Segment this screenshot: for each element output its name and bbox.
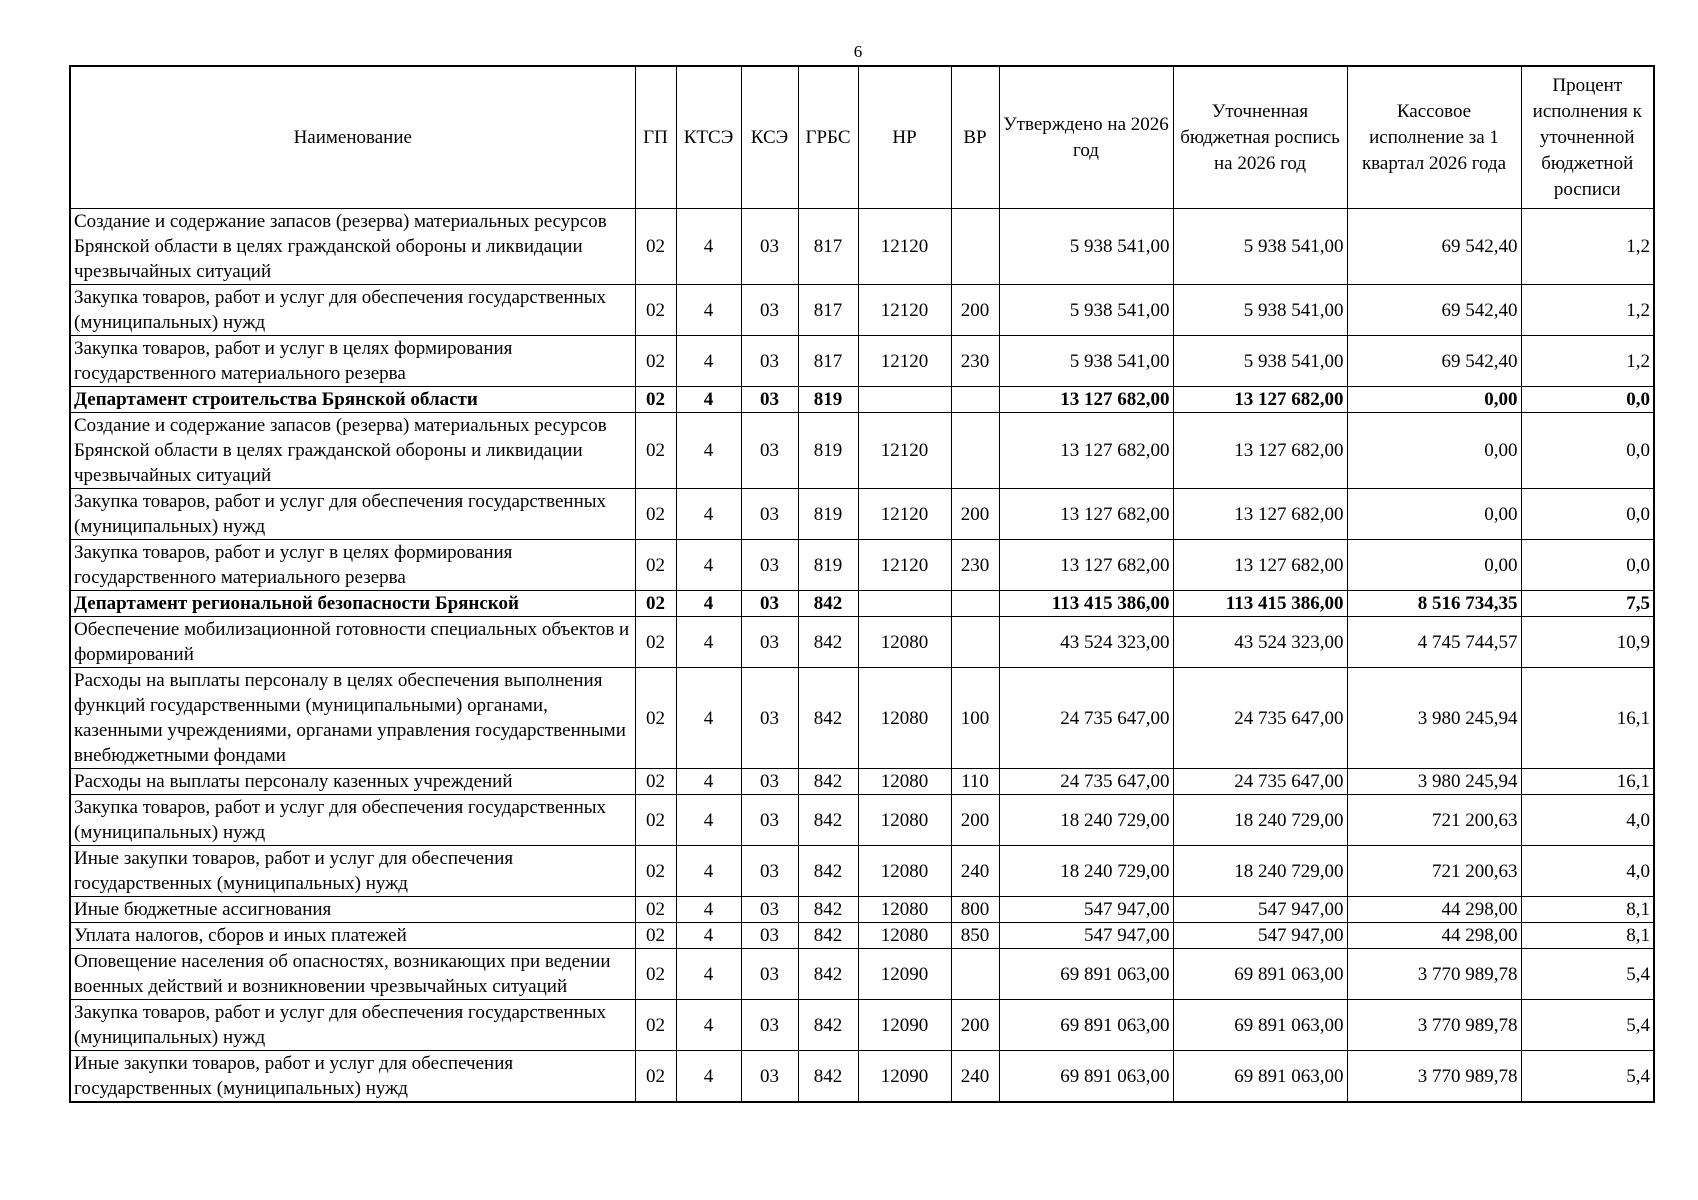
cell-kse: 03: [741, 846, 798, 897]
table-row: [70, 591, 1654, 617]
header-vr: ВР: [951, 66, 999, 209]
cell-name: Уплата налогов, сборов и иных платежей: [70, 923, 635, 949]
cell-nr: 12080: [858, 617, 951, 668]
cell-vr: [951, 387, 999, 413]
cell-ktse: 4: [676, 591, 741, 617]
cell-grbs: 842: [798, 591, 858, 617]
cell-executed: 69 542,40: [1347, 336, 1521, 387]
cell-approved: 13 127 682,00: [999, 387, 1173, 413]
header-percent: Процент исполнения к уточненной бюджетной росписи: [1521, 66, 1654, 209]
cell-approved: 43 524 323,00: [999, 617, 1173, 668]
cell-name: Расходы на выплаты персоналу в целях обеспечения выполнения функций государственными (муниципальными) органами, казенными учреждениями, органами управления государственными внебюджетными фондами: [70, 668, 635, 769]
cell-nr: 12090: [858, 1000, 951, 1051]
cell-percent: 5,4: [1521, 1000, 1654, 1051]
cell-gp: 02: [635, 795, 676, 846]
cell-gp: 02: [635, 897, 676, 923]
table-row: [70, 387, 1654, 413]
cell-name: Обеспечение мобилизационной готовности специальных объектов и формирований: [70, 617, 635, 668]
cell-approved: 18 240 729,00: [999, 846, 1173, 897]
cell-kse: 03: [741, 387, 798, 413]
cell-executed: 721 200,63: [1347, 846, 1521, 897]
cell-kse: 03: [741, 617, 798, 668]
cell-refined: 5 938 541,00: [1173, 285, 1347, 336]
cell-approved: 113 415 386,00: [999, 591, 1173, 617]
cell-approved: 5 938 541,00: [999, 285, 1173, 336]
cell-refined: 24 735 647,00: [1173, 769, 1347, 795]
cell-nr: 12080: [858, 769, 951, 795]
cell-kse: 03: [741, 949, 798, 1000]
cell-gp: 02: [635, 949, 676, 1000]
cell-nr: 12090: [858, 949, 951, 1000]
cell-ktse: 4: [676, 795, 741, 846]
cell-vr: 100: [951, 668, 999, 769]
cell-executed: 44 298,00: [1347, 923, 1521, 949]
cell-refined: 547 947,00: [1173, 923, 1347, 949]
cell-percent: 4,0: [1521, 846, 1654, 897]
cell-grbs: 842: [798, 1051, 858, 1103]
cell-kse: 03: [741, 413, 798, 489]
cell-vr: [951, 209, 999, 285]
cell-executed: 3 770 989,78: [1347, 1051, 1521, 1103]
cell-vr: 240: [951, 846, 999, 897]
cell-grbs: 842: [798, 795, 858, 846]
cell-ktse: 4: [676, 540, 741, 591]
cell-executed: 69 542,40: [1347, 285, 1521, 336]
table-row: [70, 923, 1654, 949]
cell-name: Закупка товаров, работ и услуг в целях формирования государственного материального резерва: [70, 540, 635, 591]
cell-gp: 02: [635, 923, 676, 949]
cell-percent: 1,2: [1521, 209, 1654, 285]
cell-grbs: 819: [798, 387, 858, 413]
cell-approved: 5 938 541,00: [999, 336, 1173, 387]
cell-executed: 0,00: [1347, 540, 1521, 591]
cell-gp: 02: [635, 489, 676, 540]
cell-kse: 03: [741, 1051, 798, 1103]
table-row: [70, 285, 1654, 336]
cell-percent: 4,0: [1521, 795, 1654, 846]
cell-approved: 24 735 647,00: [999, 769, 1173, 795]
cell-refined: 43 524 323,00: [1173, 617, 1347, 668]
cell-nr: 12120: [858, 489, 951, 540]
cell-refined: 13 127 682,00: [1173, 489, 1347, 540]
header-approved: Утверждено на 2026 год: [999, 66, 1173, 209]
header-row: [70, 66, 1654, 209]
cell-kse: 03: [741, 1000, 798, 1051]
cell-percent: 16,1: [1521, 769, 1654, 795]
cell-percent: 8,1: [1521, 923, 1654, 949]
cell-refined: 5 938 541,00: [1173, 336, 1347, 387]
cell-approved: 69 891 063,00: [999, 949, 1173, 1000]
table-row: [70, 1000, 1654, 1051]
cell-gp: 02: [635, 336, 676, 387]
cell-grbs: 842: [798, 949, 858, 1000]
cell-name: Закупка товаров, работ и услуг для обеспечения государственных (муниципальных) нужд: [70, 1000, 635, 1051]
cell-name: Закупка товаров, работ и услуг для обеспечения государственных (муниципальных) нужд: [70, 285, 635, 336]
cell-refined: 69 891 063,00: [1173, 949, 1347, 1000]
cell-ktse: 4: [676, 413, 741, 489]
cell-approved: 5 938 541,00: [999, 209, 1173, 285]
cell-nr: [858, 387, 951, 413]
cell-gp: 02: [635, 387, 676, 413]
cell-percent: 10,9: [1521, 617, 1654, 668]
cell-nr: 12080: [858, 923, 951, 949]
cell-executed: 0,00: [1347, 413, 1521, 489]
cell-executed: 3 980 245,94: [1347, 769, 1521, 795]
cell-executed: 0,00: [1347, 387, 1521, 413]
cell-vr: 850: [951, 923, 999, 949]
cell-kse: 03: [741, 209, 798, 285]
cell-vr: 800: [951, 897, 999, 923]
cell-ktse: 4: [676, 769, 741, 795]
header-nr: НР: [858, 66, 951, 209]
cell-nr: 12120: [858, 209, 951, 285]
cell-vr: 110: [951, 769, 999, 795]
cell-name: Иные закупки товаров, работ и услуг для обеспечения государственных (муниципальных) нужд: [70, 1051, 635, 1103]
cell-grbs: 842: [798, 897, 858, 923]
cell-percent: 5,4: [1521, 949, 1654, 1000]
cell-gp: 02: [635, 1051, 676, 1103]
cell-name: Создание и содержание запасов (резерва) материальных ресурсов Брянской области в целях гражданской обороны и ликвидации чрезвычайных ситуаций: [70, 413, 635, 489]
cell-grbs: 842: [798, 617, 858, 668]
cell-nr: 12080: [858, 897, 951, 923]
table-row: [70, 769, 1654, 795]
cell-nr: 12120: [858, 285, 951, 336]
cell-ktse: 4: [676, 489, 741, 540]
header-name: Наименование: [70, 66, 635, 209]
cell-approved: 69 891 063,00: [999, 1000, 1173, 1051]
cell-nr: [858, 591, 951, 617]
cell-executed: 8 516 734,35: [1347, 591, 1521, 617]
cell-nr: 12080: [858, 846, 951, 897]
cell-ktse: 4: [676, 285, 741, 336]
cell-gp: 02: [635, 591, 676, 617]
cell-refined: 69 891 063,00: [1173, 1000, 1347, 1051]
cell-approved: 13 127 682,00: [999, 489, 1173, 540]
cell-refined: 13 127 682,00: [1173, 540, 1347, 591]
cell-gp: 02: [635, 769, 676, 795]
cell-approved: 547 947,00: [999, 897, 1173, 923]
table-header: [70, 66, 1654, 209]
cell-executed: 3 770 989,78: [1347, 1000, 1521, 1051]
cell-approved: 13 127 682,00: [999, 413, 1173, 489]
cell-refined: 547 947,00: [1173, 897, 1347, 923]
cell-approved: 13 127 682,00: [999, 540, 1173, 591]
cell-kse: 03: [741, 336, 798, 387]
cell-vr: [951, 949, 999, 1000]
cell-name: Департамент региональной безопасности Брянской: [70, 591, 635, 617]
cell-percent: 0,0: [1521, 413, 1654, 489]
table-row: [70, 413, 1654, 489]
cell-gp: 02: [635, 1000, 676, 1051]
cell-kse: 03: [741, 897, 798, 923]
cell-grbs: 842: [798, 1000, 858, 1051]
cell-approved: 18 240 729,00: [999, 795, 1173, 846]
cell-kse: 03: [741, 923, 798, 949]
cell-ktse: 4: [676, 209, 741, 285]
cell-grbs: 842: [798, 668, 858, 769]
cell-refined: 13 127 682,00: [1173, 387, 1347, 413]
cell-vr: [951, 591, 999, 617]
cell-nr: 12120: [858, 540, 951, 591]
table-row: [70, 489, 1654, 540]
cell-refined: 18 240 729,00: [1173, 846, 1347, 897]
table-row: [70, 209, 1654, 285]
cell-refined: 69 891 063,00: [1173, 1051, 1347, 1103]
cell-percent: 0,0: [1521, 387, 1654, 413]
cell-vr: 230: [951, 540, 999, 591]
cell-grbs: 819: [798, 540, 858, 591]
header-gp: ГП: [635, 66, 676, 209]
header-refined: Уточненная бюджетная роспись на 2026 год: [1173, 66, 1347, 209]
cell-gp: 02: [635, 209, 676, 285]
cell-refined: 5 938 541,00: [1173, 209, 1347, 285]
cell-name: Департамент строительства Брянской области: [70, 387, 635, 413]
cell-gp: 02: [635, 413, 676, 489]
cell-kse: 03: [741, 489, 798, 540]
cell-vr: 200: [951, 1000, 999, 1051]
cell-ktse: 4: [676, 1051, 741, 1103]
cell-refined: 24 735 647,00: [1173, 668, 1347, 769]
cell-kse: 03: [741, 285, 798, 336]
cell-name: Закупка товаров, работ и услуг для обеспечения государственных (муниципальных) нужд: [70, 489, 635, 540]
cell-grbs: 842: [798, 923, 858, 949]
cell-ktse: 4: [676, 923, 741, 949]
cell-nr: 12120: [858, 336, 951, 387]
cell-grbs: 819: [798, 489, 858, 540]
table-row: [70, 336, 1654, 387]
cell-approved: 24 735 647,00: [999, 668, 1173, 769]
cell-gp: 02: [635, 285, 676, 336]
cell-executed: 3 770 989,78: [1347, 949, 1521, 1000]
table-row: [70, 897, 1654, 923]
cell-executed: 4 745 744,57: [1347, 617, 1521, 668]
cell-kse: 03: [741, 795, 798, 846]
cell-vr: 240: [951, 1051, 999, 1103]
cell-nr: 12080: [858, 795, 951, 846]
header-kse: КСЭ: [741, 66, 798, 209]
cell-executed: 44 298,00: [1347, 897, 1521, 923]
cell-gp: 02: [635, 540, 676, 591]
cell-nr: 12090: [858, 1051, 951, 1103]
cell-vr: [951, 617, 999, 668]
cell-ktse: 4: [676, 846, 741, 897]
cell-grbs: 819: [798, 413, 858, 489]
cell-approved: 547 947,00: [999, 923, 1173, 949]
header-executed: Кассовое исполнение за 1 квартал 2026 года: [1347, 66, 1521, 209]
table-row: [70, 1051, 1654, 1103]
cell-executed: 0,00: [1347, 489, 1521, 540]
cell-name: Расходы на выплаты персоналу казенных учреждений: [70, 769, 635, 795]
table-row: [70, 617, 1654, 668]
cell-ktse: 4: [676, 949, 741, 1000]
cell-gp: 02: [635, 668, 676, 769]
header-grbs: ГРБС: [798, 66, 858, 209]
cell-percent: 0,0: [1521, 489, 1654, 540]
table-row: [70, 846, 1654, 897]
table-body: [70, 209, 1654, 1103]
cell-refined: 18 240 729,00: [1173, 795, 1347, 846]
cell-kse: 03: [741, 668, 798, 769]
cell-gp: 02: [635, 617, 676, 668]
cell-name: Создание и содержание запасов (резерва) материальных ресурсов Брянской области в целях гражданской обороны и ликвидации чрезвычайных ситуаций: [70, 209, 635, 285]
cell-grbs: 817: [798, 285, 858, 336]
cell-ktse: 4: [676, 1000, 741, 1051]
cell-kse: 03: [741, 591, 798, 617]
cell-refined: 113 415 386,00: [1173, 591, 1347, 617]
cell-ktse: 4: [676, 617, 741, 668]
cell-vr: 200: [951, 795, 999, 846]
cell-ktse: 4: [676, 897, 741, 923]
budget-execution-table: [69, 65, 1655, 1103]
cell-grbs: 842: [798, 769, 858, 795]
cell-ktse: 4: [676, 387, 741, 413]
cell-grbs: 817: [798, 336, 858, 387]
cell-executed: 721 200,63: [1347, 795, 1521, 846]
cell-executed: 69 542,40: [1347, 209, 1521, 285]
table-row: [70, 949, 1654, 1000]
cell-kse: 03: [741, 769, 798, 795]
cell-refined: 13 127 682,00: [1173, 413, 1347, 489]
cell-percent: 1,2: [1521, 285, 1654, 336]
table-row: [70, 540, 1654, 591]
cell-grbs: 842: [798, 846, 858, 897]
cell-nr: 12120: [858, 413, 951, 489]
cell-vr: 200: [951, 489, 999, 540]
cell-name: Закупка товаров, работ и услуг для обеспечения государственных (муниципальных) нужд: [70, 795, 635, 846]
page-number: 6: [853, 42, 863, 61]
cell-ktse: 4: [676, 336, 741, 387]
cell-percent: 7,5: [1521, 591, 1654, 617]
cell-nr: 12080: [858, 668, 951, 769]
cell-approved: 69 891 063,00: [999, 1051, 1173, 1103]
header-ktse: КТСЭ: [676, 66, 741, 209]
cell-vr: [951, 413, 999, 489]
table-row: [70, 668, 1654, 769]
cell-percent: 0,0: [1521, 540, 1654, 591]
cell-percent: 8,1: [1521, 897, 1654, 923]
cell-executed: 3 980 245,94: [1347, 668, 1521, 769]
table-row: [70, 795, 1654, 846]
cell-ktse: 4: [676, 668, 741, 769]
cell-name: Закупка товаров, работ и услуг в целях формирования государственного материального резерва: [70, 336, 635, 387]
cell-vr: 230: [951, 336, 999, 387]
cell-percent: 1,2: [1521, 336, 1654, 387]
cell-percent: 5,4: [1521, 1051, 1654, 1103]
cell-grbs: 817: [798, 209, 858, 285]
cell-kse: 03: [741, 540, 798, 591]
cell-gp: 02: [635, 846, 676, 897]
cell-name: Иные бюджетные ассигнования: [70, 897, 635, 923]
cell-percent: 16,1: [1521, 668, 1654, 769]
cell-vr: 200: [951, 285, 999, 336]
cell-name: Иные закупки товаров, работ и услуг для обеспечения государственных (муниципальных) нужд: [70, 846, 635, 897]
cell-name: Оповещение населения об опасностях, возникающих при ведении военных действий и возникновении чрезвычайных ситуаций: [70, 949, 635, 1000]
